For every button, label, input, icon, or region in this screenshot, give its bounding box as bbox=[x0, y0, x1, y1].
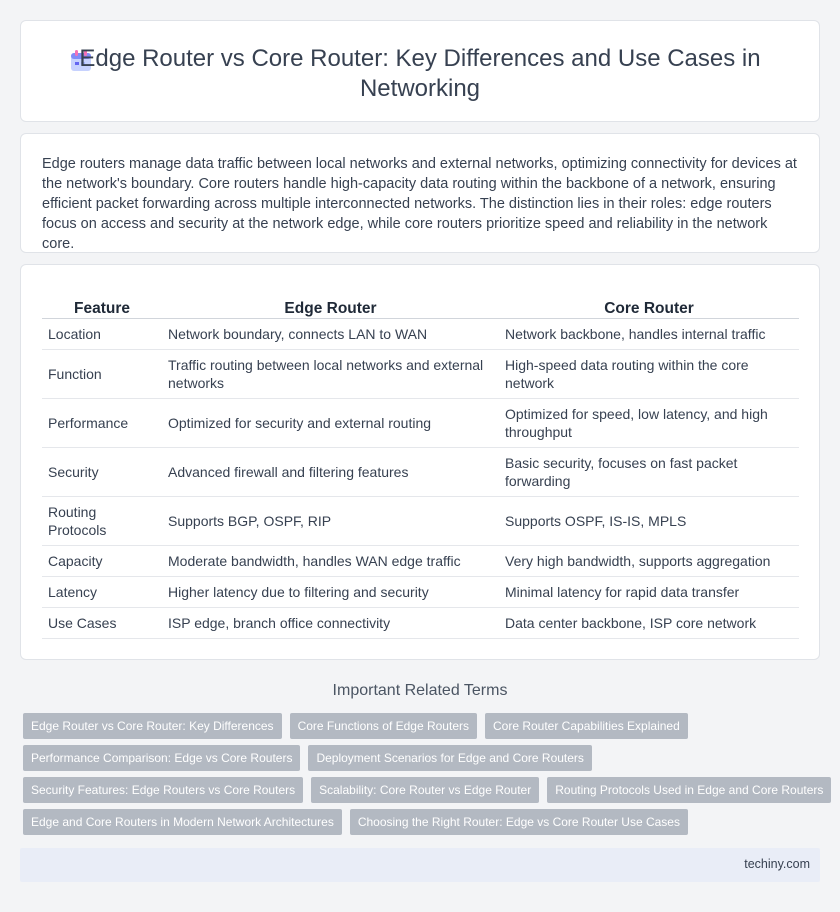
core-cell: Very high bandwidth, supports aggregation bbox=[499, 546, 799, 577]
core-cell: High-speed data routing within the core network bbox=[499, 350, 799, 399]
feature-cell: Latency bbox=[42, 577, 162, 608]
feature-cell: Function bbox=[42, 350, 162, 399]
title-card bbox=[20, 20, 820, 122]
header-feature: Feature bbox=[42, 295, 162, 319]
related-term-link[interactable]: Choosing the Right Router: Edge vs Core Router Use Cases bbox=[350, 809, 688, 835]
edge-cell: Supports BGP, OSPF, RIP bbox=[162, 497, 499, 546]
core-cell: Minimal latency for rapid data transfer bbox=[499, 577, 799, 608]
comparison-table bbox=[42, 295, 799, 639]
related-term-link[interactable]: Core Router Capabilities Explained bbox=[485, 713, 688, 739]
table-row bbox=[42, 577, 799, 608]
core-cell: Network backbone, handles internal traffic bbox=[499, 319, 799, 350]
table-row bbox=[42, 399, 799, 448]
edge-cell: Higher latency due to filtering and security bbox=[162, 577, 499, 608]
tag-row bbox=[23, 809, 823, 835]
related-term-link[interactable]: Deployment Scenarios for Edge and Core Routers bbox=[308, 745, 591, 771]
feature-cell: Use Cases bbox=[42, 608, 162, 639]
related-term-link[interactable]: Performance Comparison: Edge vs Core Routers bbox=[23, 745, 300, 771]
related-term-link[interactable]: Routing Protocols Used in Edge and Core Routers bbox=[547, 777, 831, 803]
table-row bbox=[42, 350, 799, 399]
table-row bbox=[42, 497, 799, 546]
edge-cell: ISP edge, branch office connectivity bbox=[162, 608, 499, 639]
core-cell: Optimized for speed, low latency, and high throughput bbox=[499, 399, 799, 448]
page-title: Edge Router vs Core Router: Key Differences and Use Cases in Networking bbox=[79, 45, 761, 102]
related-term-link[interactable]: Scalability: Core Router vs Edge Router bbox=[311, 777, 539, 803]
footer bbox=[20, 848, 820, 882]
table-row bbox=[42, 319, 799, 350]
feature-cell: Capacity bbox=[42, 546, 162, 577]
feature-cell: Performance bbox=[42, 399, 162, 448]
intro-paragraph: Edge routers manage data traffic between local networks and external networks, optimizing connectivity for devices at the network's boundary. Core routers handle high-capacity data routing within the backbone of a network, ensuring efficient packet forwarding across multiple interconnected networks. The distinction lies in their roles: edge routers focus on access and security at the network edge, while core routers prioritize speed and reliability in the network core. bbox=[42, 156, 797, 252]
comparison-card bbox=[20, 264, 820, 660]
related-term-link[interactable]: Security Features: Edge Routers vs Core Routers bbox=[23, 777, 303, 803]
related-terms-list bbox=[23, 713, 823, 841]
related-term-link[interactable]: Edge and Core Routers in Modern Network Architectures bbox=[23, 809, 342, 835]
edge-cell: Optimized for security and external routing bbox=[162, 399, 499, 448]
table-row bbox=[42, 546, 799, 577]
core-cell: Supports OSPF, IS-IS, MPLS bbox=[499, 497, 799, 546]
header-core-router: Core Router bbox=[499, 295, 799, 319]
edge-cell: Network boundary, connects LAN to WAN bbox=[162, 319, 499, 350]
intro-card bbox=[20, 133, 820, 253]
feature-cell: Routing Protocols bbox=[42, 497, 162, 546]
edge-cell: Advanced firewall and filtering features bbox=[162, 448, 499, 497]
feature-cell: Security bbox=[42, 448, 162, 497]
footer-site[interactable]: techiny.com bbox=[744, 857, 810, 871]
tag-row bbox=[23, 777, 823, 803]
table-row bbox=[42, 608, 799, 639]
core-cell: Basic security, focuses on fast packet forwarding bbox=[499, 448, 799, 497]
tag-row bbox=[23, 713, 823, 739]
related-term-link[interactable]: Edge Router vs Core Router: Key Differences bbox=[23, 713, 282, 739]
core-cell: Data center backbone, ISP core network bbox=[499, 608, 799, 639]
table-row bbox=[42, 448, 799, 497]
tag-row bbox=[23, 745, 823, 771]
edge-cell: Moderate bandwidth, handles WAN edge traffic bbox=[162, 546, 499, 577]
edge-cell: Traffic routing between local networks and external networks bbox=[162, 350, 499, 399]
header-edge-router: Edge Router bbox=[162, 295, 499, 319]
feature-cell: Location bbox=[42, 319, 162, 350]
related-terms-heading: Important Related Terms bbox=[332, 682, 508, 699]
related-term-link[interactable]: Core Functions of Edge Routers bbox=[290, 713, 477, 739]
